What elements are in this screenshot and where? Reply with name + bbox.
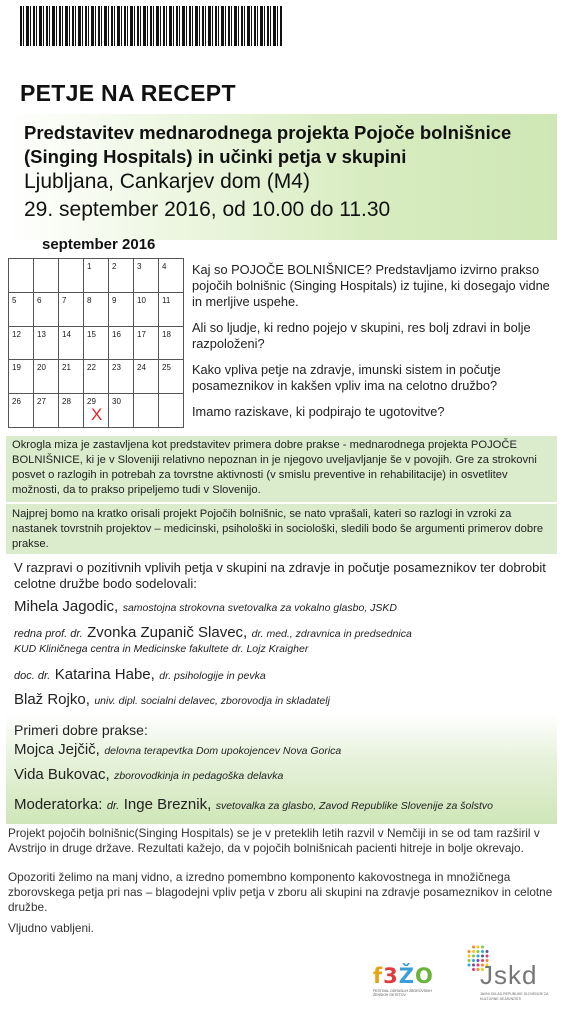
calendar-day-cell (134, 293, 159, 327)
fezo-logo-letter: 3 (383, 964, 398, 988)
participant-description: samostojna strokovna svetovalka za vokalno glasbo, JSKD (122, 602, 397, 614)
calendar-mark: X (91, 405, 103, 425)
calendar-day-number: 1 (87, 262, 92, 271)
jskd-mark-dot (472, 964, 475, 967)
moderator (14, 796, 493, 814)
participant (14, 624, 412, 655)
calendar-day-cell (109, 293, 134, 327)
event-date-time: 29. september 2016, od 10.00 do 11.30 (24, 198, 391, 221)
participant-description: dr. psihologije in pevka (159, 670, 266, 682)
calendar-day-number: 25 (162, 363, 171, 373)
intro-paragraph-2: Ali so ljudje, ki redno pojejo v skupini, res bolj zdravi in bolje razpoloženi? (192, 320, 531, 351)
calendar-day-number: 17 (137, 329, 146, 339)
intro-paragraph-1: Kaj so POJOČE BOLNIŠNICE? Predstavljamo izvirno prakso pojočih bolnišnic (Singing Hospitals) iz tujine, ki dosegajo vidne in merljive uspehe. (192, 262, 550, 309)
calendar-day-number: 3 (137, 262, 142, 271)
jskd-mark-dot (472, 968, 475, 971)
example-description: delovna terapevtka Dom upokojencev Nova Gorica (104, 745, 342, 757)
calendar-day-number: 4 (162, 262, 167, 271)
calendar-day-number: 6 (37, 295, 42, 305)
calendar-day-cell (9, 259, 34, 293)
closing-paragraph-2: Opozoriti želimo na manj vidno, a izredno pomembno komponento kakovostnega in množičnega zborovskega petja pri nas – blagodejni vpliv petja v zboru ali skupini na zdravje posameznikov in celotne družbe. (8, 870, 553, 914)
calendar-day-cell (59, 293, 84, 327)
calendar-day-number: 19 (12, 363, 21, 373)
calendar-day-cell (9, 327, 34, 361)
calendar-day-number: 30 (112, 397, 121, 407)
moderator-label: Moderatorka: (14, 796, 103, 813)
calendar-day-number: 7 (62, 295, 67, 305)
calendar-day-cell (109, 327, 134, 361)
calendar-day-number: 18 (162, 329, 171, 339)
closing-invitation: Vljudno vabljeni. (8, 921, 94, 935)
participant (14, 598, 397, 616)
participant-title: redna prof. dr. (14, 628, 83, 640)
closing-paragraph-1: Projekt pojočih bolnišnic(Singing Hospitals) se je v preteklih letih razvil v Nemčiji in se od tam razširil v Avstrijo in druge države. Rezultati kažejo, da v pojočih bolnišnicah pacienti hitreje in bolje okrevajo. (8, 826, 540, 855)
calendar-day-number: 24 (137, 363, 146, 373)
example-description: zborovodkinja in pedagoška delavka (114, 770, 284, 782)
calendar-day-cell (34, 259, 59, 293)
moderator-title: dr. (106, 800, 120, 812)
calendar-day-number: 12 (12, 329, 21, 339)
calendar-day-cell (34, 327, 59, 361)
calendar-day-cell (109, 259, 134, 293)
fezo-logo (373, 964, 445, 1004)
calendar-day-number: 26 (12, 397, 21, 407)
fezo-tagline: FESTIVAL ODRASLIH ZBOROVSKIH ŽENSKIH OKTETOV (373, 989, 432, 997)
participant-title: doc. dr. (14, 670, 51, 682)
participant-name: Mihela Jagodic, (14, 598, 119, 615)
page-title: PETJE NA RECEPT (20, 80, 236, 106)
calendar-day-number: 13 (37, 329, 46, 339)
jskd-mark-dot (472, 950, 475, 953)
calendar-day-number: 29 (87, 397, 96, 407)
barcode-graphic (20, 6, 282, 46)
calendar-day-cell (34, 293, 59, 327)
intro-text (192, 262, 557, 430)
jskd-mark-dot (472, 955, 475, 958)
calendar-day-cell (159, 293, 184, 327)
good-practice-item (14, 741, 341, 759)
calendar-day-cell (159, 327, 184, 361)
calendar-day-number: 10 (137, 295, 146, 305)
calendar-day-cell (34, 360, 59, 394)
header-line-2: (Singing Hospitals) in učinki petja v skupini (24, 146, 407, 167)
calendar-day-cell (9, 394, 34, 428)
jskd-mark-dot (481, 946, 484, 949)
calendar-day-number: 16 (112, 329, 121, 339)
jskd-mark-dot (468, 950, 471, 953)
calendar-day-number: 22 (87, 363, 96, 373)
calendar-day-cell (84, 293, 109, 327)
calendar-title: september 2016 (42, 236, 156, 253)
calendar-day-cell (84, 327, 109, 361)
calendar-day-number: 8 (87, 295, 92, 305)
calendar-day-number: 9 (112, 295, 117, 305)
calendar-day-number: 2 (112, 262, 117, 271)
calendar-day-cell (9, 293, 34, 327)
good-practice-item (14, 766, 283, 784)
calendar-day-number: 14 (62, 329, 71, 339)
jskd-tagline: JAVNI SKLAD REPUBLIKE SLOVENIJE ZA KULTURNE DEJAVNOSTI (480, 992, 549, 1001)
participant-description: univ. dipl. socialni delavec, zborovodja in skladatelj (94, 695, 330, 707)
calendar-day-cell (59, 360, 84, 394)
moderator-name: Inge Breznik, (123, 796, 212, 813)
participant-description-cont: KUD Kliničnega centra in Medicinske fakultete dr. Lojz Kraigher (14, 643, 309, 655)
header-line-1: Predstavitev mednarodnega projekta Pojoče bolnišnice (24, 122, 512, 143)
example-name: Mojca Jejčič, (14, 741, 100, 758)
calendar-day-cell (59, 327, 84, 361)
fezo-logo-letter: Ž (398, 964, 414, 988)
calendar-day-cell (159, 259, 184, 293)
participant-name: Katarina Habe, (54, 666, 155, 683)
calendar-day-cell (134, 394, 159, 428)
calendar-day-cell (134, 259, 159, 293)
jskd-mark-dot (486, 955, 489, 958)
participant (14, 666, 266, 684)
calendar-day-cell (59, 394, 84, 428)
calendar-day-cell (134, 360, 159, 394)
calendar-day-cell (134, 327, 159, 361)
jskd-mark-dot (477, 946, 480, 949)
intro-paragraph-4: Imamo raziskave, ki podpirajo te ugotovitve? (192, 404, 445, 419)
panel-intro: V razpravi o pozitivnih vplivih petja v skupini na zdravje in počutje posameznikov ter dobrobit celotne družbe bodo sodelovali: (14, 560, 546, 591)
moderator-description: svetovalka za glasbo, Zavod Republike Slovenije za šolstvo (215, 800, 493, 812)
participant-description: dr. med., zdravnica in predsednica (251, 628, 412, 640)
participant-name: Zvonka Zupanič Slavec, (87, 624, 248, 641)
calendar-day-cell (84, 259, 109, 293)
jskd-logo (466, 944, 556, 1008)
jskd-mark-dot (481, 955, 484, 958)
calendar-grid (8, 258, 184, 428)
jskd-mark-dot (468, 964, 471, 967)
jskd-mark-dot (477, 950, 480, 953)
calendar-day-cell (109, 360, 134, 394)
description-paragraph-1: Okrogla miza je zastavljena kot predstavitev primera dobre prakse - mednarodnega projekta POJOČE BOLNIŠNICE, ki je v Sloveniji relativno nepoznan in je njegovo uveljavljanje še v povojih. Gre za strokovni posvet o razlogih in potrebah za tovrstne aktivnosti (v smislu preventive in rehabilitacije) in osvetlitev možnosti, da to prakso pripeljemo tudi v Slovenijo. (6, 436, 557, 502)
description-paragraph-2: Najprej bomo na kratko orisali projekt Pojočih bolnišnic, se nato vprašali, kateri so razlogi in vzroki za nastanek tovrstnih projektov – medicinski, psihološki in sociološki, sledili bodo še argumenti primerov dobre prakse. (6, 504, 557, 554)
calendar-day-cell (159, 394, 184, 428)
calendar-day-cell (84, 360, 109, 394)
calendar-day-number: 20 (37, 363, 46, 373)
jskd-mark-dot (472, 946, 475, 949)
jskd-mark-dot (472, 959, 475, 962)
calendar-day-cell (59, 259, 84, 293)
jskd-mark-dot (468, 959, 471, 962)
calendar-day-cell (84, 394, 109, 428)
example-name: Vida Bukovac, (14, 766, 110, 783)
fezo-logo-letter: f (373, 964, 383, 988)
jskd-mark-dot (481, 950, 484, 953)
calendar-day-cell (159, 360, 184, 394)
jskd-mark-dot (486, 950, 489, 953)
participant (14, 691, 330, 709)
event-venue: Ljubljana, Cankarjev dom (M4) (24, 170, 310, 193)
calendar-day-number: 27 (37, 397, 46, 407)
calendar-day-number: 5 (12, 295, 17, 305)
participant-name: Blaž Rojko, (14, 691, 90, 708)
calendar-day-number: 21 (62, 363, 71, 373)
calendar-day-number: 23 (112, 363, 121, 373)
good-practice-heading: Primeri dobre prakse: (14, 722, 148, 738)
fezo-logo-letter: O (415, 964, 433, 988)
calendar-day-cell (109, 394, 134, 428)
jskd-mark-dot (477, 955, 480, 958)
calendar-day-number: 11 (162, 295, 171, 305)
jskd-mark-dot (468, 955, 471, 958)
calendar-day-number: 28 (62, 397, 71, 407)
calendar-day-number: 15 (87, 329, 96, 339)
event-header (6, 114, 557, 240)
jskd-wordmark: Jskd (480, 960, 538, 990)
intro-paragraph-3: Kako vpliva petje na zdravje, imunski sistem in počutje posameznikov in kakšen vpliv ima na celotno družbo? (192, 362, 501, 393)
calendar-day-cell (9, 360, 34, 394)
calendar-day-cell (34, 394, 59, 428)
